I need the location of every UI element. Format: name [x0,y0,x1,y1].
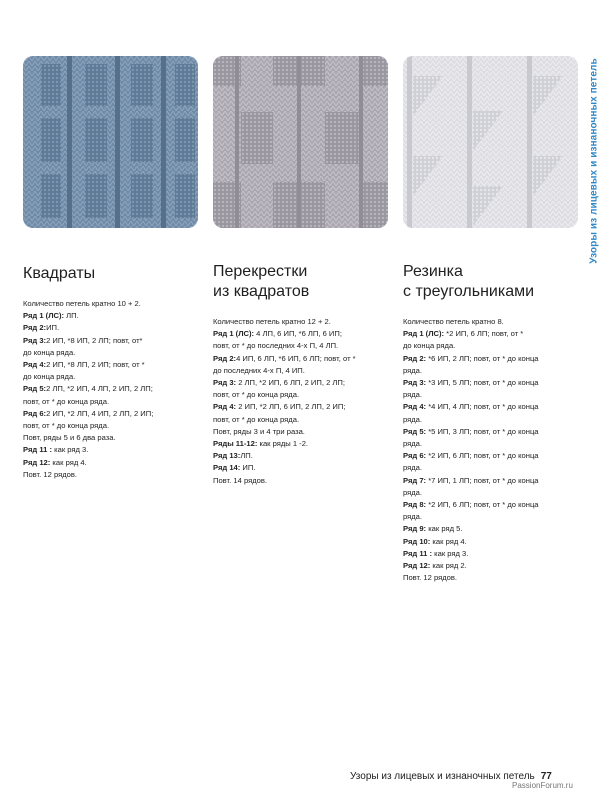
pattern-instructions: Количество петель кратно 12 + 2. Ряд 1 (ЛС): 4 ЛП, 6 ИП, *6 ЛП, 6 ИП; повт, от * до последних 4-х П, 4 ЛП. Ряд 2:4 ИП, 6 ЛП, *6 ИП, 6 ЛП; повт, от * до последних 4-х П, 4 ИП. Ряд 3: 2 ЛП, *2 ИП, 6 ЛП, 2 ИП, 2 ЛП; повт, от * до конца ряда. Ряд 4: 2 ИП, *2 ЛП, 6 ИП, 2 ЛП, 2 ИП; повт, от * до конца ряда. Повт, ряды 3 и 4 три раза. Ряды 11-12: как ряды 1 -2. Ряд 13:ЛП. Ряд 14: ИП. Повт. 14 рядов. [213,317,356,485]
pattern-instructions: Количество петель кратно 10 + 2. Ряд 1 (ЛС): ЛП. Ряд 2:ИП. Ряд 3:2 ИП, *8 ИП, 2 ЛП; повт, от* до конца ряда. Ряд 4:2 ИП, *8 ЛП, 2 ИП; повт, от * до конца ряда. Ряд 5:2 ЛП, *2 ИП, 4 ЛП, 2 ИП, 2 ЛП; повт, от * до конца ряда. Ряд 6:2 ИП, *2 ЛП, 4 ИП, 2 ЛП, 2 ИП; повт, от * до конца ряда. Повт, ряды 5 и 6 два раза. Ряд 11 : как ряд 3. Ряд 12: как ряд 4. Повт. 12 рядов. [23,299,154,479]
pattern-squares [23,56,198,481]
watermark: PassionForum.ru [512,781,573,790]
page-number: 77 [540,771,552,782]
pattern-instructions: Количество петель кратно 8. Ряд 1 (ЛС): *2 ИП, 6 ЛП; повт, от * до конца ряда. Ряд 2: *6 ИП, 2 ЛП; повт, от * до конца ряда. Ряд 3: *3 ИП, 5 ЛП; повт, от * до конца ряда. Ряд 4: *4 ИП, 4 ЛП; повт, от * до конца ряда. Ряд 5: *5 ИП, 3 ЛП; повт, от * до конца ряда. Ряд 6: *2 ИП, 6 ЛП; повт, от * до конца ряда. Ряд 7: *7 ИП, 1 ЛП; повт, от * до конца ряда. Ряд 8: *2 ИП, 6 ЛП; повт, от * до конца ряда. Ряд 9: как ряд 5. Ряд 10: как ряд 4. Ряд 11 : как ряд 3. Ряд 12: как ряд 2. Повт. 12 рядов. [403,317,539,583]
footer-section-title: Узоры из лицевых и изнаночных петель [350,771,535,782]
side-section-title: Узоры из лицевых и изнаночных петель [588,58,600,264]
pattern-title: Перекрестки из квадратов [213,263,310,300]
swatch-photo-rib-triangles [403,56,578,228]
pattern-title: Квадраты [23,265,96,282]
swatch-photo-squares [23,56,198,228]
swatch-photo-crossroads [213,56,388,228]
pattern-title: Резинка с треугольниками [403,263,535,300]
pattern-crossroads-squares [213,56,388,487]
pattern-rib-triangles [403,56,578,584]
